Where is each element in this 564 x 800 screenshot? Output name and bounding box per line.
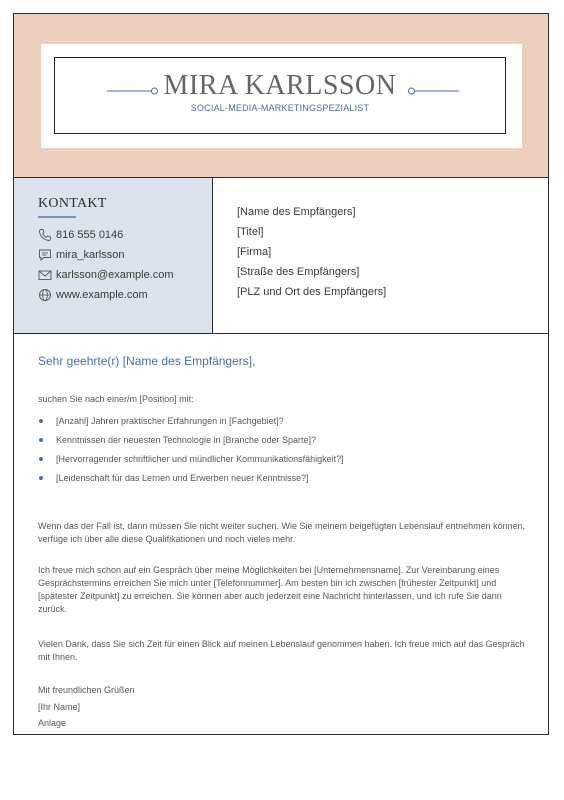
signature-name: [Ihr Name] [38, 701, 81, 712]
salutation: Sehr geehrte(r) [Name des Empfängers], [38, 354, 256, 368]
name-frame [54, 57, 506, 134]
recipient-block [237, 202, 386, 302]
email-icon [38, 268, 52, 282]
closing-phrase: Mit freundlichen Grüßen [38, 685, 135, 695]
contact-heading: KONTAKT [38, 196, 107, 211]
header-band [14, 14, 548, 178]
header-card [41, 44, 522, 148]
list-item: [Anzahl] Jahren praktischer Erfahrungen in [Fachgebiet]? [38, 414, 344, 433]
phone-number: 816 555 0146 [56, 229, 124, 241]
recipient-street: [Straße des Empfängers] [237, 266, 360, 278]
contact-phone[interactable] [38, 227, 123, 243]
globe-icon [38, 288, 52, 302]
list-item: [Leidenschaft für das Lernen und Erwerben neuer Kenntnisse?] [38, 471, 344, 490]
qualification-list [38, 414, 344, 490]
candidate-name: MIRA KARLSSON [163, 70, 397, 101]
right-ornament [407, 86, 459, 96]
job-title: SOCIAL-MEDIA-MARKETINGSPEZIALIST [190, 103, 370, 113]
contact-social[interactable] [38, 247, 124, 263]
contact-email[interactable] [38, 267, 174, 283]
recipient-title: [Titel] [237, 226, 264, 238]
list-item: Kenntnissen der neuesten Technologie in [Branche oder Sparte]? [38, 433, 344, 452]
list-item: [Hervorragender schriftlicher und mündlicher Kommunikationsfähigkeit?] [38, 452, 344, 471]
chat-icon [38, 248, 52, 262]
recipient-city: [PLZ und Ort des Empfängers] [237, 286, 387, 298]
contact-underline [38, 216, 76, 218]
letter-page [13, 13, 549, 735]
contact-recipient-section [14, 178, 548, 334]
phone-icon [38, 228, 52, 242]
intro-line: suchen Sie nach einer/m [Position] mit: [38, 394, 194, 404]
paragraph-qualifications: Wenn das der Fall ist, dann müssen Sie nicht weiter suchen. Wie Sie meinem beigefügten Lebenslauf entnehmen können, verfüge ich über alle diese Qualifikationen und noch vieles mehr. [38, 521, 526, 544]
email-address: karlsson@example.com [56, 269, 174, 281]
contact-panel [14, 178, 213, 333]
paragraph-interview: Ich freue mich schon auf ein Gespräch über meine Möglichkeiten bei [Unternehmensname]. Zur Vereinbarung eines Gesprächstermins erreichen Sie mich unter [Telefonnummer]. Am besten bin ich zwischen [frühester Zeitpunkt] und [spätester Zeitpunkt] zu erreichen. Sie können aber auch jederzeit eine Nachricht hinterlassen, und ich rufe Sie dann zurück. [38, 565, 502, 614]
paragraph-thanks: Vielen Dank, dass Sie sich Zeit für einen Blick auf meinen Lebenslauf genommen haben. Ich freue mich auf das Gespräch mit Ihnen. [38, 639, 525, 662]
contact-website[interactable] [38, 287, 148, 303]
closing-block [38, 682, 135, 732]
recipient-company: [Firma] [237, 246, 272, 258]
recipient-name: [Name des Empfängers] [237, 206, 356, 218]
website-url: www.example.com [56, 289, 148, 301]
attachment-note: Anlage [38, 718, 67, 728]
social-handle: mira_karlsson [56, 249, 125, 261]
